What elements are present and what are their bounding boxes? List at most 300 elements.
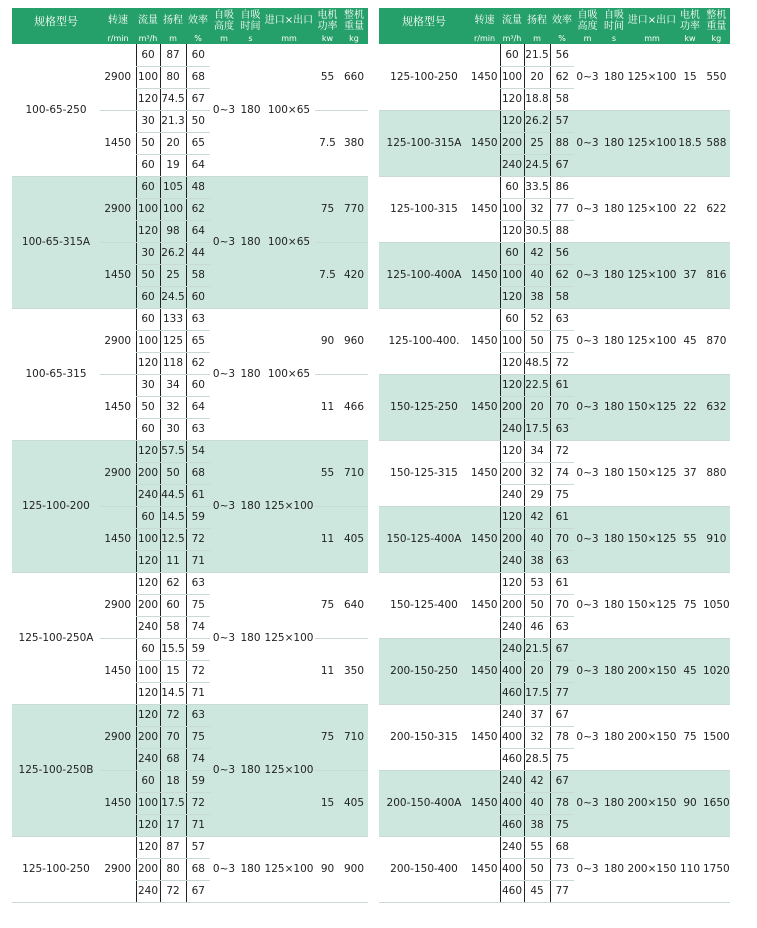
weight-cell: 550 bbox=[703, 44, 730, 110]
head-cell: 22.5 bbox=[524, 374, 550, 396]
power-cell: 45 bbox=[677, 308, 703, 374]
head-cell: 72 bbox=[160, 704, 186, 726]
flow-cell: 120 bbox=[136, 352, 160, 374]
eff-cell: 77 bbox=[550, 682, 574, 704]
header-eff: 效率 bbox=[550, 8, 574, 34]
eff-cell: 68 bbox=[550, 836, 574, 858]
power-cell: 18.5 bbox=[677, 110, 703, 176]
model-name: 125-100-200 bbox=[12, 440, 100, 572]
header-head: 扬程 bbox=[160, 8, 186, 34]
eff-cell: 56 bbox=[550, 242, 574, 264]
suction-time-cell: 180 bbox=[238, 440, 263, 572]
eff-cell: 74 bbox=[186, 616, 210, 638]
eff-cell: 67 bbox=[186, 88, 210, 110]
eff-cell: 58 bbox=[550, 286, 574, 308]
head-cell: 34 bbox=[524, 440, 550, 462]
eff-cell: 88 bbox=[550, 132, 574, 154]
header-suction-time-unit: s bbox=[601, 34, 627, 44]
table-row bbox=[379, 374, 730, 396]
head-cell: 70 bbox=[160, 726, 186, 748]
header-speed-unit: r/min bbox=[469, 34, 500, 44]
head-cell: 50 bbox=[160, 462, 186, 484]
eff-cell: 57 bbox=[550, 110, 574, 132]
eff-cell: 74 bbox=[186, 748, 210, 770]
flow-cell: 100 bbox=[500, 330, 524, 352]
header-unit-row bbox=[379, 34, 730, 44]
head-cell: 40 bbox=[524, 528, 550, 550]
header-speed: 转速 bbox=[100, 8, 136, 34]
weight-cell: 910 bbox=[703, 506, 730, 572]
speed-cell: 1450 bbox=[469, 242, 500, 308]
table-row bbox=[12, 176, 368, 198]
right-table-body bbox=[379, 44, 730, 902]
flow-cell: 60 bbox=[500, 44, 524, 66]
flow-cell: 30 bbox=[136, 242, 160, 264]
header-port-unit: mm bbox=[627, 34, 677, 44]
header-speed-unit: r/min bbox=[100, 34, 136, 44]
flow-cell: 240 bbox=[500, 704, 524, 726]
port-cell: 125×100 bbox=[263, 572, 315, 704]
head-cell: 62 bbox=[160, 572, 186, 594]
suction-time-cell: 180 bbox=[601, 440, 627, 506]
flow-cell: 460 bbox=[500, 748, 524, 770]
speed-cell: 1450 bbox=[469, 506, 500, 572]
suction-height-cell: 0~3 bbox=[210, 836, 238, 902]
suction-time-cell: 180 bbox=[238, 176, 263, 308]
eff-cell: 58 bbox=[186, 264, 210, 286]
flow-cell: 100 bbox=[136, 528, 160, 550]
speed-cell: 1450 bbox=[469, 440, 500, 506]
weight-cell: 880 bbox=[703, 440, 730, 506]
suction-height-cell: 0~3 bbox=[574, 572, 601, 638]
flow-cell: 50 bbox=[136, 396, 160, 418]
power-cell: 11 bbox=[315, 374, 340, 440]
flow-cell: 120 bbox=[500, 352, 524, 374]
flow-cell: 200 bbox=[500, 396, 524, 418]
head-cell: 25 bbox=[524, 132, 550, 154]
flow-cell: 240 bbox=[500, 616, 524, 638]
header-head-unit: m bbox=[524, 34, 550, 44]
flow-cell: 120 bbox=[136, 88, 160, 110]
head-cell: 29 bbox=[524, 484, 550, 506]
flow-cell: 60 bbox=[500, 308, 524, 330]
eff-cell: 62 bbox=[550, 66, 574, 88]
eff-cell: 71 bbox=[186, 814, 210, 836]
eff-cell: 63 bbox=[186, 308, 210, 330]
head-cell: 100 bbox=[160, 198, 186, 220]
weight-cell: 420 bbox=[340, 242, 368, 308]
head-cell: 42 bbox=[524, 506, 550, 528]
eff-cell: 68 bbox=[186, 462, 210, 484]
head-cell: 87 bbox=[160, 44, 186, 66]
port-cell: 125×100 bbox=[627, 242, 677, 308]
flow-cell: 240 bbox=[136, 616, 160, 638]
flow-cell: 120 bbox=[136, 682, 160, 704]
header-weight: 整机重量 bbox=[703, 8, 730, 34]
power-cell: 45 bbox=[677, 638, 703, 704]
header-flow-unit: m³/h bbox=[500, 34, 524, 44]
flow-cell: 120 bbox=[136, 572, 160, 594]
flow-cell: 100 bbox=[500, 66, 524, 88]
weight-cell: 960 bbox=[340, 308, 368, 374]
flow-cell: 240 bbox=[500, 770, 524, 792]
speed-cell: 1450 bbox=[469, 836, 500, 902]
head-cell: 20 bbox=[160, 132, 186, 154]
power-cell: 22 bbox=[677, 374, 703, 440]
head-cell: 87 bbox=[160, 836, 186, 858]
head-cell: 105 bbox=[160, 176, 186, 198]
power-cell: 90 bbox=[315, 836, 340, 902]
head-cell: 18 bbox=[160, 770, 186, 792]
model-name: 150-125-400 bbox=[379, 572, 469, 638]
eff-cell: 61 bbox=[550, 572, 574, 594]
head-cell: 24.5 bbox=[160, 286, 186, 308]
flow-cell: 120 bbox=[500, 572, 524, 594]
head-cell: 28.5 bbox=[524, 748, 550, 770]
head-cell: 50 bbox=[524, 330, 550, 352]
head-cell: 57.5 bbox=[160, 440, 186, 462]
flow-cell: 120 bbox=[500, 110, 524, 132]
power-cell: 55 bbox=[677, 506, 703, 572]
flow-cell: 240 bbox=[500, 638, 524, 660]
flow-cell: 60 bbox=[136, 154, 160, 176]
header-suction-time-unit: s bbox=[238, 34, 263, 44]
flow-cell: 240 bbox=[136, 484, 160, 506]
table-row bbox=[12, 572, 368, 594]
table-row bbox=[12, 44, 368, 66]
suction-time-cell: 180 bbox=[601, 638, 627, 704]
table-row bbox=[12, 704, 368, 726]
left-table-body bbox=[12, 44, 368, 902]
header-flow-unit: m³/h bbox=[136, 34, 160, 44]
power-cell: 15 bbox=[677, 44, 703, 110]
eff-cell: 64 bbox=[186, 396, 210, 418]
eff-cell: 77 bbox=[550, 198, 574, 220]
speed-cell: 2900 bbox=[100, 704, 136, 770]
model-name: 200-150-250 bbox=[379, 638, 469, 704]
head-cell: 14.5 bbox=[160, 682, 186, 704]
table-row bbox=[379, 44, 730, 66]
model-name: 125-100-315 bbox=[379, 176, 469, 242]
model-name: 125-100-250 bbox=[379, 44, 469, 110]
eff-cell: 75 bbox=[550, 748, 574, 770]
eff-cell: 63 bbox=[186, 418, 210, 440]
flow-cell: 120 bbox=[500, 506, 524, 528]
eff-cell: 59 bbox=[186, 506, 210, 528]
head-cell: 55 bbox=[524, 836, 550, 858]
flow-cell: 100 bbox=[136, 330, 160, 352]
flow-cell: 100 bbox=[500, 264, 524, 286]
power-cell: 110 bbox=[677, 836, 703, 902]
suction-height-cell: 0~3 bbox=[574, 638, 601, 704]
flow-cell: 460 bbox=[500, 682, 524, 704]
head-cell: 17.5 bbox=[524, 682, 550, 704]
port-cell: 125×100 bbox=[263, 440, 315, 572]
head-cell: 60 bbox=[160, 594, 186, 616]
header-power-unit: kw bbox=[677, 34, 703, 44]
model-name: 200-150-400 bbox=[379, 836, 469, 902]
header-head-unit: m bbox=[160, 34, 186, 44]
power-cell: 75 bbox=[677, 704, 703, 770]
head-cell: 80 bbox=[160, 858, 186, 880]
head-cell: 24.5 bbox=[524, 154, 550, 176]
header-model: 规格型号 bbox=[379, 8, 469, 34]
speed-cell: 1450 bbox=[100, 242, 136, 308]
eff-cell: 71 bbox=[186, 682, 210, 704]
eff-cell: 63 bbox=[550, 418, 574, 440]
header-port: 进口×出口 bbox=[627, 8, 677, 34]
head-cell: 38 bbox=[524, 814, 550, 836]
suction-time-cell: 180 bbox=[601, 242, 627, 308]
suction-height-cell: 0~3 bbox=[574, 374, 601, 440]
head-cell: 32 bbox=[524, 726, 550, 748]
head-cell: 32 bbox=[160, 396, 186, 418]
speed-cell: 2900 bbox=[100, 836, 136, 902]
eff-cell: 63 bbox=[550, 550, 574, 572]
power-cell: 75 bbox=[677, 572, 703, 638]
flow-cell: 200 bbox=[136, 462, 160, 484]
head-cell: 72 bbox=[160, 880, 186, 902]
eff-cell: 74 bbox=[550, 462, 574, 484]
model-name: 100-65-315 bbox=[12, 308, 100, 440]
header-head: 扬程 bbox=[524, 8, 550, 34]
eff-cell: 68 bbox=[186, 66, 210, 88]
flow-cell: 100 bbox=[136, 66, 160, 88]
weight-cell: 770 bbox=[340, 176, 368, 242]
header-port: 进口×出口 bbox=[263, 8, 315, 34]
table-row bbox=[379, 638, 730, 660]
head-cell: 15 bbox=[160, 660, 186, 682]
weight-cell: 1050 bbox=[703, 572, 730, 638]
model-name: 150-125-250 bbox=[379, 374, 469, 440]
power-cell: 7.5 bbox=[315, 110, 340, 176]
eff-cell: 56 bbox=[550, 44, 574, 66]
suction-height-cell: 0~3 bbox=[210, 308, 238, 440]
power-cell: 7.5 bbox=[315, 242, 340, 308]
port-cell: 200×150 bbox=[627, 704, 677, 770]
eff-cell: 70 bbox=[550, 528, 574, 550]
weight-cell: 710 bbox=[340, 440, 368, 506]
port-cell: 200×150 bbox=[627, 770, 677, 836]
suction-height-cell: 0~3 bbox=[574, 836, 601, 902]
head-cell: 80 bbox=[160, 66, 186, 88]
header-weight-unit: kg bbox=[703, 34, 730, 44]
weight-cell: 1750 bbox=[703, 836, 730, 902]
speed-cell: 1450 bbox=[469, 770, 500, 836]
head-cell: 32 bbox=[524, 198, 550, 220]
left-spec-table-panel bbox=[12, 8, 368, 903]
speed-cell: 2900 bbox=[100, 44, 136, 110]
head-cell: 40 bbox=[524, 792, 550, 814]
eff-cell: 75 bbox=[550, 330, 574, 352]
flow-cell: 200 bbox=[136, 726, 160, 748]
header-speed: 转速 bbox=[469, 8, 500, 34]
flow-cell: 200 bbox=[136, 858, 160, 880]
flow-cell: 100 bbox=[136, 792, 160, 814]
eff-cell: 70 bbox=[550, 594, 574, 616]
flow-cell: 200 bbox=[500, 528, 524, 550]
flow-cell: 240 bbox=[136, 748, 160, 770]
eff-cell: 44 bbox=[186, 242, 210, 264]
weight-cell: 632 bbox=[703, 374, 730, 440]
flow-cell: 50 bbox=[136, 132, 160, 154]
table-row bbox=[379, 440, 730, 462]
head-cell: 42 bbox=[524, 242, 550, 264]
header-suction-height: 自吸高度 bbox=[574, 8, 601, 34]
eff-cell: 63 bbox=[550, 616, 574, 638]
speed-cell: 1450 bbox=[469, 176, 500, 242]
eff-cell: 72 bbox=[550, 440, 574, 462]
suction-height-cell: 0~3 bbox=[210, 176, 238, 308]
eff-cell: 72 bbox=[186, 660, 210, 682]
flow-cell: 60 bbox=[500, 242, 524, 264]
suction-time-cell: 180 bbox=[238, 308, 263, 440]
model-name: 150-125-315 bbox=[379, 440, 469, 506]
eff-cell: 79 bbox=[550, 660, 574, 682]
weight-cell: 380 bbox=[340, 110, 368, 176]
head-cell: 37 bbox=[524, 704, 550, 726]
table-row bbox=[379, 704, 730, 726]
eff-cell: 86 bbox=[550, 176, 574, 198]
weight-cell: 405 bbox=[340, 506, 368, 572]
power-cell: 75 bbox=[315, 572, 340, 638]
power-cell: 75 bbox=[315, 176, 340, 242]
right-spec-table bbox=[379, 8, 730, 903]
head-cell: 20 bbox=[524, 66, 550, 88]
head-cell: 34 bbox=[160, 374, 186, 396]
weight-cell: 710 bbox=[340, 704, 368, 770]
left-spec-table bbox=[12, 8, 368, 903]
eff-cell: 77 bbox=[550, 880, 574, 902]
flow-cell: 400 bbox=[500, 660, 524, 682]
right-spec-table-panel bbox=[379, 8, 730, 903]
header-suction-time: 自吸时间 bbox=[238, 8, 263, 34]
suction-height-cell: 0~3 bbox=[210, 44, 238, 176]
head-cell: 50 bbox=[524, 594, 550, 616]
flow-cell: 50 bbox=[136, 264, 160, 286]
table-row bbox=[12, 440, 368, 462]
header-suction-height-unit: m bbox=[574, 34, 601, 44]
eff-cell: 60 bbox=[186, 286, 210, 308]
eff-cell: 54 bbox=[186, 440, 210, 462]
eff-cell: 60 bbox=[186, 374, 210, 396]
eff-cell: 50 bbox=[186, 110, 210, 132]
head-cell: 26.2 bbox=[524, 110, 550, 132]
header-eff-unit: % bbox=[550, 34, 574, 44]
header-weight-unit: kg bbox=[340, 34, 368, 44]
flow-cell: 120 bbox=[136, 836, 160, 858]
header-eff: 效率 bbox=[186, 8, 210, 34]
table-row bbox=[379, 176, 730, 198]
head-cell: 30 bbox=[160, 418, 186, 440]
eff-cell: 78 bbox=[550, 792, 574, 814]
eff-cell: 60 bbox=[186, 44, 210, 66]
flow-cell: 120 bbox=[136, 440, 160, 462]
suction-time-cell: 180 bbox=[601, 836, 627, 902]
eff-cell: 73 bbox=[550, 858, 574, 880]
header-suction-height: 自吸高度 bbox=[210, 8, 238, 34]
flow-cell: 240 bbox=[500, 836, 524, 858]
header-suction-height-unit: m bbox=[210, 34, 238, 44]
eff-cell: 72 bbox=[186, 792, 210, 814]
speed-cell: 1450 bbox=[469, 704, 500, 770]
model-name: 200-150-315 bbox=[379, 704, 469, 770]
header-row bbox=[379, 8, 730, 34]
eff-cell: 64 bbox=[186, 220, 210, 242]
eff-cell: 62 bbox=[186, 352, 210, 374]
speed-cell: 1450 bbox=[469, 44, 500, 110]
port-cell: 125×100 bbox=[627, 110, 677, 176]
suction-time-cell: 180 bbox=[601, 704, 627, 770]
head-cell: 98 bbox=[160, 220, 186, 242]
head-cell: 33.5 bbox=[524, 176, 550, 198]
head-cell: 45 bbox=[524, 880, 550, 902]
suction-time-cell: 180 bbox=[601, 176, 627, 242]
header-port-unit: mm bbox=[263, 34, 315, 44]
suction-time-cell: 180 bbox=[238, 44, 263, 176]
port-cell: 125×100 bbox=[263, 836, 315, 902]
suction-height-cell: 0~3 bbox=[574, 506, 601, 572]
model-name: 125-100-250A bbox=[12, 572, 100, 704]
power-cell: 22 bbox=[677, 176, 703, 242]
port-cell: 125×100 bbox=[263, 704, 315, 836]
head-cell: 133 bbox=[160, 308, 186, 330]
eff-cell: 67 bbox=[186, 880, 210, 902]
suction-height-cell: 0~3 bbox=[574, 176, 601, 242]
weight-cell: 640 bbox=[340, 572, 368, 638]
power-cell: 90 bbox=[677, 770, 703, 836]
suction-height-cell: 0~3 bbox=[210, 572, 238, 704]
head-cell: 20 bbox=[524, 660, 550, 682]
suction-height-cell: 0~3 bbox=[574, 110, 601, 176]
head-cell: 17.5 bbox=[160, 792, 186, 814]
speed-cell: 2900 bbox=[100, 308, 136, 374]
speed-cell: 1450 bbox=[100, 374, 136, 440]
weight-cell: 900 bbox=[340, 836, 368, 902]
flow-cell: 60 bbox=[136, 770, 160, 792]
eff-cell: 67 bbox=[550, 154, 574, 176]
header-power: 电机功率 bbox=[677, 8, 703, 34]
weight-cell: 466 bbox=[340, 374, 368, 440]
eff-cell: 88 bbox=[550, 220, 574, 242]
flow-cell: 100 bbox=[136, 198, 160, 220]
eff-cell: 48 bbox=[186, 176, 210, 198]
header-unit-row bbox=[12, 34, 368, 44]
flow-cell: 60 bbox=[136, 638, 160, 660]
head-cell: 11 bbox=[160, 550, 186, 572]
head-cell: 17 bbox=[160, 814, 186, 836]
head-cell: 26.2 bbox=[160, 242, 186, 264]
head-cell: 12.5 bbox=[160, 528, 186, 550]
head-cell: 50 bbox=[524, 858, 550, 880]
weight-cell: 622 bbox=[703, 176, 730, 242]
flow-cell: 100 bbox=[500, 198, 524, 220]
suction-time-cell: 180 bbox=[601, 572, 627, 638]
speed-cell: 1450 bbox=[469, 374, 500, 440]
table-row bbox=[12, 308, 368, 330]
header-weight: 整机重量 bbox=[340, 8, 368, 34]
eff-cell: 71 bbox=[186, 550, 210, 572]
flow-cell: 120 bbox=[136, 550, 160, 572]
suction-time-cell: 180 bbox=[601, 770, 627, 836]
flow-cell: 200 bbox=[500, 462, 524, 484]
head-cell: 118 bbox=[160, 352, 186, 374]
flow-cell: 120 bbox=[500, 88, 524, 110]
power-cell: 55 bbox=[315, 440, 340, 506]
model-name: 125-100-250 bbox=[12, 836, 100, 902]
port-cell: 150×125 bbox=[627, 506, 677, 572]
speed-cell: 1450 bbox=[469, 572, 500, 638]
